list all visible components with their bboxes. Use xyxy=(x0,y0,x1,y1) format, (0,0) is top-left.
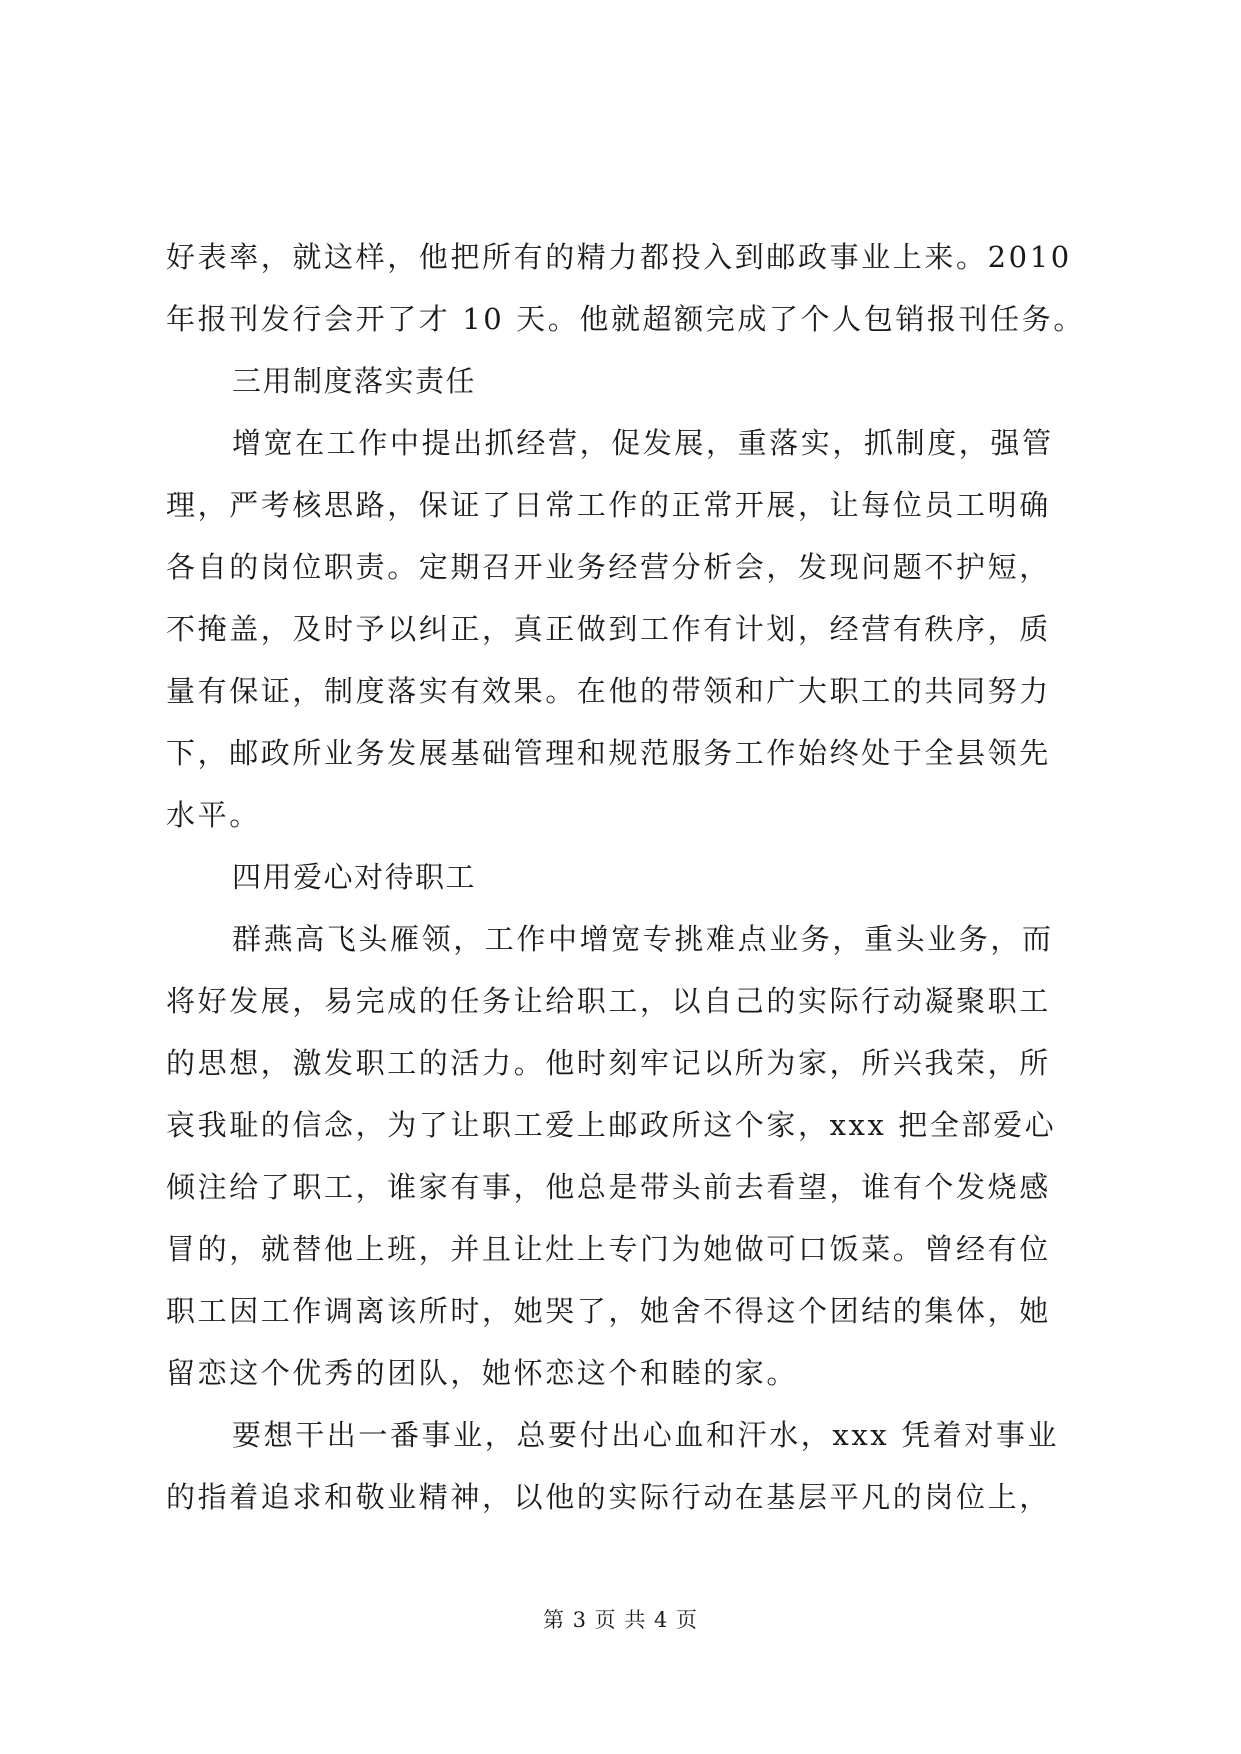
text-line: 职工因工作调离该所时，她哭了，她舍不得这个团结的集体，她 xyxy=(166,1294,1051,1328)
text-line: 年报刊发行会开了才 10 天。他就超额完成了个人包销报刊任务。 xyxy=(166,302,1085,336)
text-line: 的思想，激发职工的活力。他时刻牢记以所为家，所兴我荣，所 xyxy=(166,1046,1051,1080)
text-line: 哀我耻的信念，为了让职工爱上邮政所这个家，xxx 把全部爱心 xyxy=(166,1108,1057,1142)
text-line: 好表率，就这样，他把所有的精力都投入到邮政事业上来。2010 xyxy=(166,240,1072,274)
text-line: 将好发展，易完成的任务让给职工，以自己的实际行动凝聚职工 xyxy=(166,984,1051,1018)
text-line: 的指着追求和敬业精神，以他的实际行动在基层平凡的岗位上， xyxy=(166,1480,1051,1514)
text-line: 倾注给了职工，谁家有事，他总是带头前去看望，谁有个发烧感 xyxy=(166,1170,1051,1204)
document-body xyxy=(166,226,1085,1528)
text-line: 冒的，就替他上班，并且让灶上专门为她做可口饭菜。曾经有位 xyxy=(166,1232,1051,1266)
text-line: 量有保证，制度落实有效果。在他的带领和广大职工的共同努力 xyxy=(166,674,1051,708)
page-number-footer: 第 3 页 共 4 页 xyxy=(542,1608,699,1632)
section-heading: 四用爱心对待职工 xyxy=(232,860,477,894)
text-line: 不掩盖，及时予以纠正，真正做到工作有计划，经营有秩序，质 xyxy=(166,612,1051,646)
section-heading: 三用制度落实责任 xyxy=(232,364,477,398)
text-line: 下，邮政所业务发展基础管理和规范服务工作始终处于全县领先 xyxy=(166,736,1051,770)
text-line: 留恋这个优秀的团队，她怀恋这个和睦的家。 xyxy=(166,1356,799,1390)
text-line: 要想干出一番事业，总要付出心血和汗水，xxx 凭着对事业 xyxy=(232,1418,1060,1452)
text-line: 水平。 xyxy=(166,798,261,832)
text-line: 群燕高飞头雁领，工作中增宽专挑难点业务，重头业务，而 xyxy=(232,922,1054,956)
text-line: 理，严考核思路，保证了日常工作的正常开展，让每位员工明确 xyxy=(166,488,1051,522)
text-line: 增宽在工作中提出抓经营，促发展，重落实，抓制度，强管 xyxy=(232,426,1054,460)
text-line: 各自的岗位职责。定期召开业务经营分析会，发现问题不护短， xyxy=(166,550,1051,584)
